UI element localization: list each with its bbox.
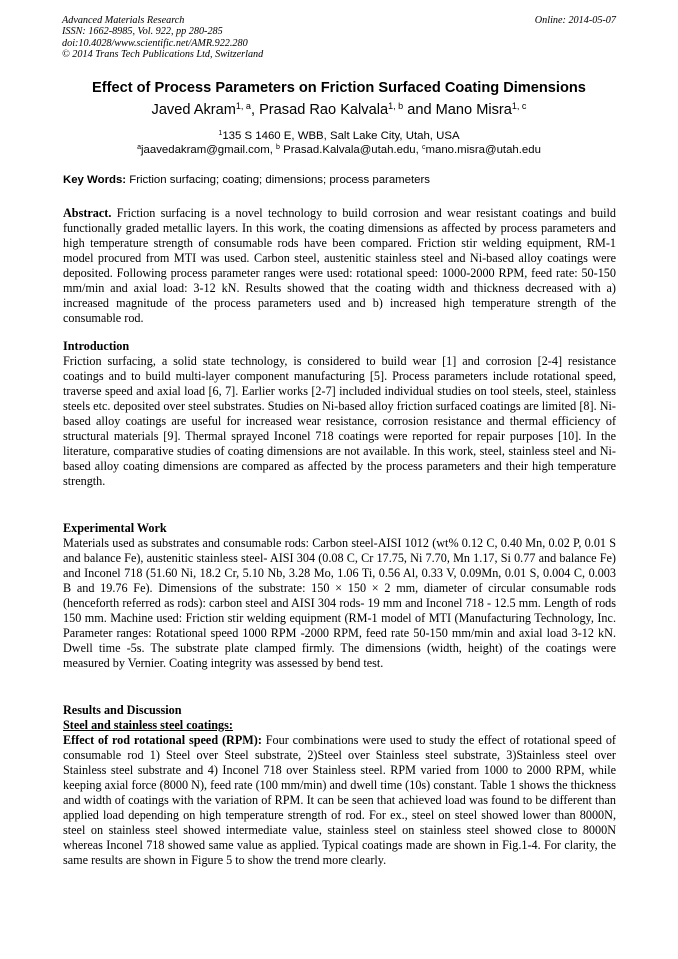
author-separator: and	[403, 102, 436, 118]
email-link[interactable]: Prasad.Kalvala@utah.edu,	[279, 144, 422, 156]
journal-name: Advanced Materials Research	[62, 15, 185, 26]
introduction-section	[63, 339, 616, 489]
results-heading: Results and Discussion	[63, 703, 182, 717]
keywords-text: Friction surfacing; coating; dimensions; process parameters	[126, 174, 430, 186]
author-name: Prasad Rao Kalvala	[259, 102, 389, 118]
email-mark: b	[276, 144, 280, 152]
experimental-section	[63, 521, 616, 671]
results-subheading: Steel and stainless steel coatings:	[63, 718, 233, 732]
email-link[interactable]: mano.misra@utah.edu	[425, 144, 541, 156]
author-list	[40, 102, 638, 118]
copyright-line: © 2014 Trans Tech Publications Ltd, Switzerland	[62, 48, 264, 60]
affiliation-block	[40, 129, 638, 157]
introduction-text: Friction surfacing, a solid state technology, is considered to build wear [1] and corrosion [2-4] resistance coatings and to build multi-layer component manufacturing [5]. Process parameters include rotational speed, traverse speed and axial load [6, 7]. Earlier works [2-7] included individual studies on tool steels, steel, stainless steels etc. deposited over steel substrates. Studies on Ni-based alloy friction surfaced coatings are limited [8]. Ni-based alloy coatings are useful for increased wear resistance, corrosion resistance and thermal efficiency of structural materials [9]. Thermal sprayed Inconel 718 coatings were reported for repair purposes [10]. In the literature, comparative studies of coating dimensions are not available. In this work, steel, stainless steel and Ni-based alloy coating dimensions are compared as affected by the process parameters and their high temperature strength.	[63, 354, 616, 488]
results-text: Four combinations were used to study the effect of rotational speed of consumable rod 1) Steel over Steel substrate, 2)Steel over Stainless steel substrate, 3)Stainless steel over Stainless steel substrate and 4) Inconel 718 over Stainless steel. RPM varied from 1000 to 2000 RPM, while keeping axial force (8000 N), feed rate (100 mm/min) and dwell time (10s) constant. Table 1 shows the thickness and width of coatings with the variation of RPM. It can be seen that achieved load was found to be different than applied load depending on high temperature strength of rod. For ex., steel on steel showed lower than 8000N, steel on stainless steel showed intermediate value, stainless steel on stainless steel showed close to 8000N whereas Inconel 718 showed same value as applied. Typical coatings made are shown in Fig.1-4. For clarity, the same results are shown in Figure 5 to show the trend more clearly.	[63, 733, 616, 867]
doi-line: doi:10.4028/www.scientific.net/AMR.922.280	[62, 37, 248, 49]
paper-title: Effect of Process Parameters on Friction Surfaced Coating Dimensions	[92, 80, 586, 96]
email-line	[40, 143, 638, 157]
keywords-line	[63, 174, 616, 186]
experimental-heading: Experimental Work	[63, 521, 167, 535]
running-header	[62, 15, 616, 60]
abstract-section	[63, 206, 616, 326]
author-name: Mano Misra	[435, 102, 512, 118]
results-section	[63, 703, 616, 868]
address-text: 135 S 1460 E, WBB, Salt Lake City, Utah, USA	[222, 130, 460, 142]
online-date: Online: 2014-05-07	[534, 15, 616, 26]
issn-line: ISSN: 1662-8985, Vol. 922, pp 280-285	[62, 26, 223, 38]
email-mark: a	[137, 144, 142, 152]
results-lead: Effect of rod rotational speed (RPM):	[63, 733, 262, 747]
abstract-text: Friction surfacing is a novel technology to build corrosion and wear resistant coatings and build functionally graded metallic layers. In this work, the coating dimensions as affected by process parameters and high temperature strength of consumable rods have been compared. Friction stir welding equipment, RM-1 model procured from MTI was used. Carbon steel, austenitic stainless steel and Ni-based alloy coatings were deposited. Following process parameter ranges were used: rotational speed: 1000-2000 RPM, feed rate: 50-150 mm/min and axial load: 3-12 kN. Results showed that the coating width and thickness decreased with a) increased magnitude of the process parameters used and b) increased high temperature strength of the consumable rod.	[63, 206, 616, 325]
author-affiliation-mark: 1, b	[388, 101, 404, 112]
author-affiliation-mark: 1, c	[511, 101, 527, 112]
introduction-heading: Introduction	[63, 339, 130, 353]
experimental-text: Materials used as substrates and consumable rods: Carbon steel-AISI 1012 (wt% 0.12 C, 0.40 Mn, 0.02 P, 0.01 S and balance Fe), austenitic stainless steel- AISI 304 (0.08 C, Cr 17.75, Ni 7.70, Mn 1.17, Si 0.77 and balance Fe) and Inconel 718 (51.60 Ni, 18.2 Cr, 5.10 Nb, 3.28 Mo, 1.06 Ti, 0.56 Al, 0.33 V, 0.09Mn, 0.01 S, 0.004 C, 0.003 B and 19.76 Fe). Dimensions of the substrate: 150 × 150 × 2 mm, diameter of circular consumable rods (henceforth referred as rods): carbon steel and AISI 304 rods- 19 mm and Inconel 718 - 12.5 mm. Length of rods 150 mm. Machine used: Friction stir welding equipment (RM-1 model of MTI (Manufacturing Technology, Inc. Parameter ranges: Rotational speed 1000 RPM -2000 RPM, feed rate 50-150 mm/min and axial load 3-12 kN. Dwell time -5s. The substrate plate clamped firmly. The dimensions (width, height) of the coatings were measured by Vernier. Coating integrity was assessed by bend test.	[63, 536, 616, 670]
affiliation-mark: 1	[218, 130, 223, 138]
affiliation-address	[40, 129, 638, 143]
author-name: Javed Akram	[151, 102, 236, 118]
keywords-label: Key Words:	[63, 174, 127, 186]
email-mark: c	[421, 144, 426, 152]
author-affiliation-mark: 1, a	[235, 101, 251, 112]
author-separator: ,	[250, 102, 260, 118]
email-link[interactable]: jaavedakram@gmail.com,	[141, 144, 277, 156]
abstract-label: Abstract.	[63, 206, 112, 220]
